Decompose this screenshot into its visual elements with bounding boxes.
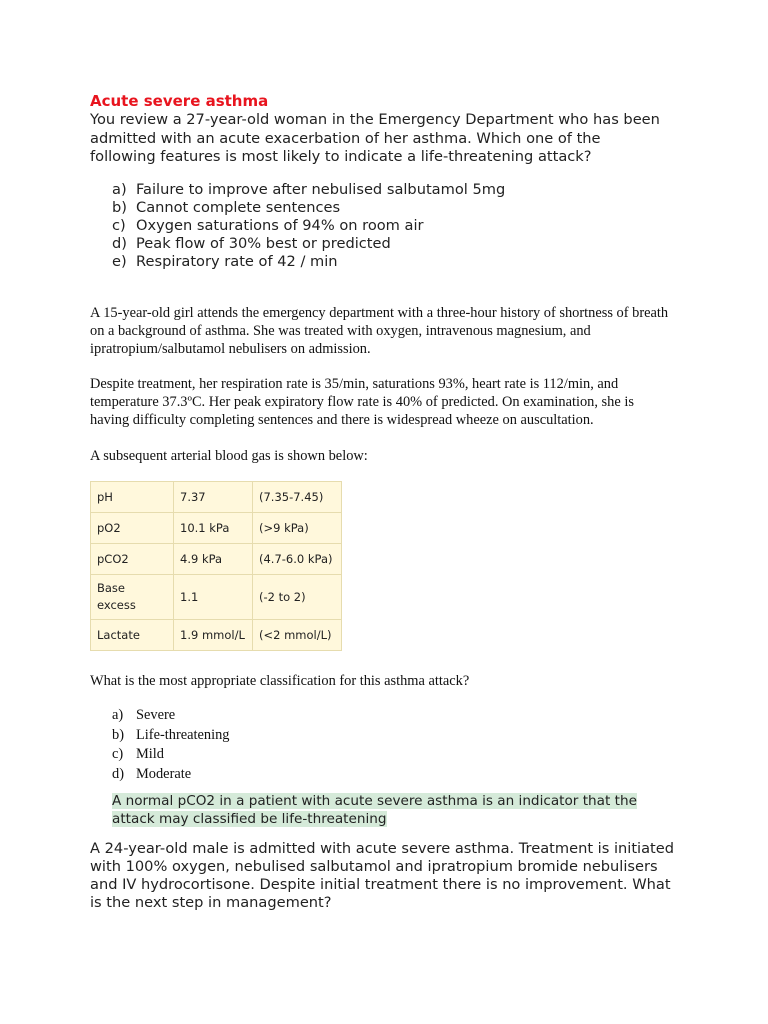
option-text: Cannot complete sentences [136, 199, 341, 216]
option-text: Mild [136, 746, 164, 762]
explanation-text: A normal pCO2 in a patient with acute severe asthma is an indicator that the attack may classified be life-threatening [112, 793, 637, 827]
option-letter: c) [112, 746, 124, 762]
option-text: Respiratory rate of 42 / min [136, 253, 338, 270]
abg-range: (<2 mmol/L) [253, 620, 342, 651]
option-c [112, 745, 230, 765]
abg-param: Lactate [91, 620, 174, 651]
question1-options [112, 181, 505, 271]
abg-value: 10.1 kPa [174, 513, 253, 544]
abg-value: 4.9 kPa [174, 544, 253, 575]
abg-range: (>9 kPa) [253, 513, 342, 544]
abg-table [90, 481, 342, 651]
abg-value: 7.37 [174, 482, 253, 513]
abg-range: (7.35-7.45) [253, 482, 342, 513]
abg-value: 1.1 [174, 575, 253, 620]
abg-range: (-2 to 2) [253, 575, 342, 620]
table-row [91, 544, 342, 575]
option-c [112, 217, 505, 235]
option-text: Moderate [136, 765, 192, 782]
table-row [91, 575, 342, 620]
option-d [112, 235, 505, 253]
option-letter: a) [112, 707, 124, 723]
option-letter: d) [112, 765, 124, 782]
explanation-highlight [112, 792, 672, 828]
abg-param: Base excess [91, 575, 174, 620]
option-text: Failure to improve after nebulised salbutamol 5mg [136, 181, 506, 198]
option-d [112, 765, 230, 785]
option-a [112, 706, 230, 726]
option-text: Life-threatening [136, 726, 230, 743]
option-a [112, 181, 505, 199]
option-letter: e) [112, 253, 127, 270]
option-b [112, 199, 505, 217]
question2-options [112, 706, 230, 784]
table-row [91, 620, 342, 651]
option-text: Peak flow of 30% best or predicted [136, 235, 391, 252]
abg-range: (4.7-6.0 kPa) [253, 544, 342, 575]
option-letter: c) [112, 217, 126, 234]
question1-stem: You review a 27-year-old woman in the Emergency Department who has been admitted with an acute exacerbation of her asthma. Which one of the following features is most likely to indicate a life-threatening attack? [90, 111, 660, 165]
option-b [112, 726, 230, 746]
table-row [91, 482, 342, 513]
abg-value: 1.9 mmol/L [174, 620, 253, 651]
table-row [91, 513, 342, 544]
section-title: Acute severe asthma [90, 92, 269, 110]
option-text: Oxygen saturations of 94% on room air [136, 217, 424, 234]
question3-stem: A 24-year-old male is admitted with acute severe asthma. Treatment is initiated with 100% oxygen, nebulised salbutamol and ipratropium bromide nebulisers and IV hydrocortisone. Despite initial treatment there is no improvement. What is the next step in management? [90, 840, 675, 911]
case-paragraph-1: A 15-year-old girl attends the emergency department with a three-hour history of shortness of breath on a background of asthma. She was treated with oxygen, intravenous magnesium, and ipratropium/salbutamol nebulisers on admission. [90, 305, 669, 357]
option-letter: b) [112, 199, 127, 216]
option-letter: b) [112, 726, 124, 743]
question2-text: What is the most appropriate classification for this asthma attack? [90, 673, 470, 689]
option-letter: d) [112, 235, 127, 252]
option-text: Severe [136, 707, 176, 723]
abg-param: pCO2 [91, 544, 174, 575]
abg-intro: A subsequent arterial blood gas is shown below: [90, 448, 368, 464]
option-e [112, 253, 505, 271]
abg-param: pH [91, 482, 174, 513]
case-paragraph-2: Despite treatment, her respiration rate is 35/min, saturations 93%, heart rate is 112/min, and temperature 37.3ºC. Her peak expiratory flow rate is 40% of predicted. On examination, she is having difficulty completing sentences and there is widespread wheeze on auscultation. [90, 376, 634, 428]
option-letter: a) [112, 181, 127, 198]
abg-param: pO2 [91, 513, 174, 544]
